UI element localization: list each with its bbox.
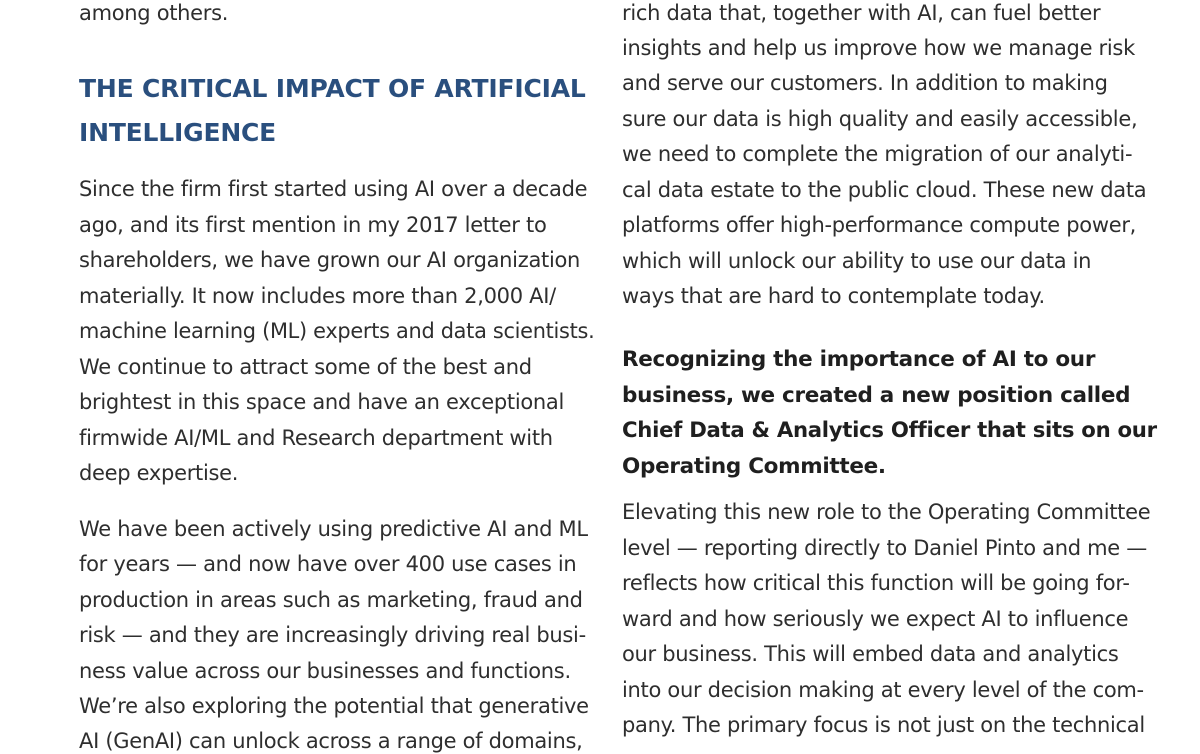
text-line: shareholders, we have grown our AI organization	[79, 248, 581, 272]
text-line: which will unlock our ability to use our data in	[622, 249, 1092, 273]
text-line: sure our data is high quality and easily accessible,	[622, 107, 1138, 131]
text-line: brightest in this space and have an exceptional	[79, 390, 565, 414]
text-line: level — reporting directly to Daniel Pinto and me —	[622, 536, 1147, 560]
pull-quote-line: Chief Data & Analytics Officer that sits on our	[622, 418, 1157, 443]
text-line: risk — and they are increasingly driving real busi-	[79, 623, 586, 647]
heading-line: INTELLIGENCE	[79, 118, 277, 147]
text-line: among others.	[79, 1, 229, 25]
text-line: reflects how critical this function will be going for-	[622, 571, 1130, 595]
text-line: materially. It now includes more than 2,000 AI/	[79, 284, 556, 308]
heading-line: THE CRITICAL IMPACT OF ARTIFICIAL	[79, 74, 586, 103]
pull-quote-line: Recognizing the importance of AI to our	[622, 347, 1096, 372]
text-line: and serve our customers. In addition to making	[622, 71, 1108, 95]
text-line: machine learning (ML) experts and data scientists.	[79, 319, 595, 343]
text-line: we need to complete the migration of our analyti-	[622, 142, 1133, 166]
text-line: ago, and its first mention in my 2017 letter to	[79, 213, 547, 237]
text-line: deep expertise.	[79, 461, 239, 485]
text-line: rich data that, together with AI, can fuel better	[622, 1, 1101, 25]
text-line: We continue to attract some of the best and	[79, 355, 532, 379]
text-line: cal data estate to the public cloud. These new data	[622, 178, 1147, 202]
text-line: ward and how seriously we expect AI to influence	[622, 607, 1129, 631]
text-line: Since the firm first started using AI over a decade	[79, 177, 588, 201]
text-line: Elevating this new role to the Operating Committee	[622, 500, 1151, 524]
text-line: ness value across our businesses and functions.	[79, 659, 571, 683]
text-line: pany. The primary focus is not just on the technical	[622, 713, 1145, 737]
pull-quote-line: Operating Committee.	[622, 454, 886, 479]
text-line: We have been actively using predictive AI and ML	[79, 517, 588, 541]
text-line: AI (GenAI) can unlock across a range of domains,	[79, 729, 583, 753]
pull-quote-line: business, we created a new position called	[622, 383, 1131, 408]
text-line: production in areas such as marketing, fraud and	[79, 588, 583, 612]
text-line: into our decision making at every level of the com-	[622, 678, 1144, 702]
text-line: for years — and now have over 400 use cases in	[79, 552, 577, 576]
text-line: firmwide AI/ML and Research department with	[79, 426, 553, 450]
text-line: We’re also exploring the potential that generative	[79, 694, 589, 718]
text-line: ways that are hard to contemplate today.	[622, 284, 1045, 308]
text-line: platforms offer high-performance compute power,	[622, 213, 1137, 237]
text-line: our business. This will embed data and analytics	[622, 642, 1119, 666]
text-line: insights and help us improve how we manage risk	[622, 36, 1135, 60]
